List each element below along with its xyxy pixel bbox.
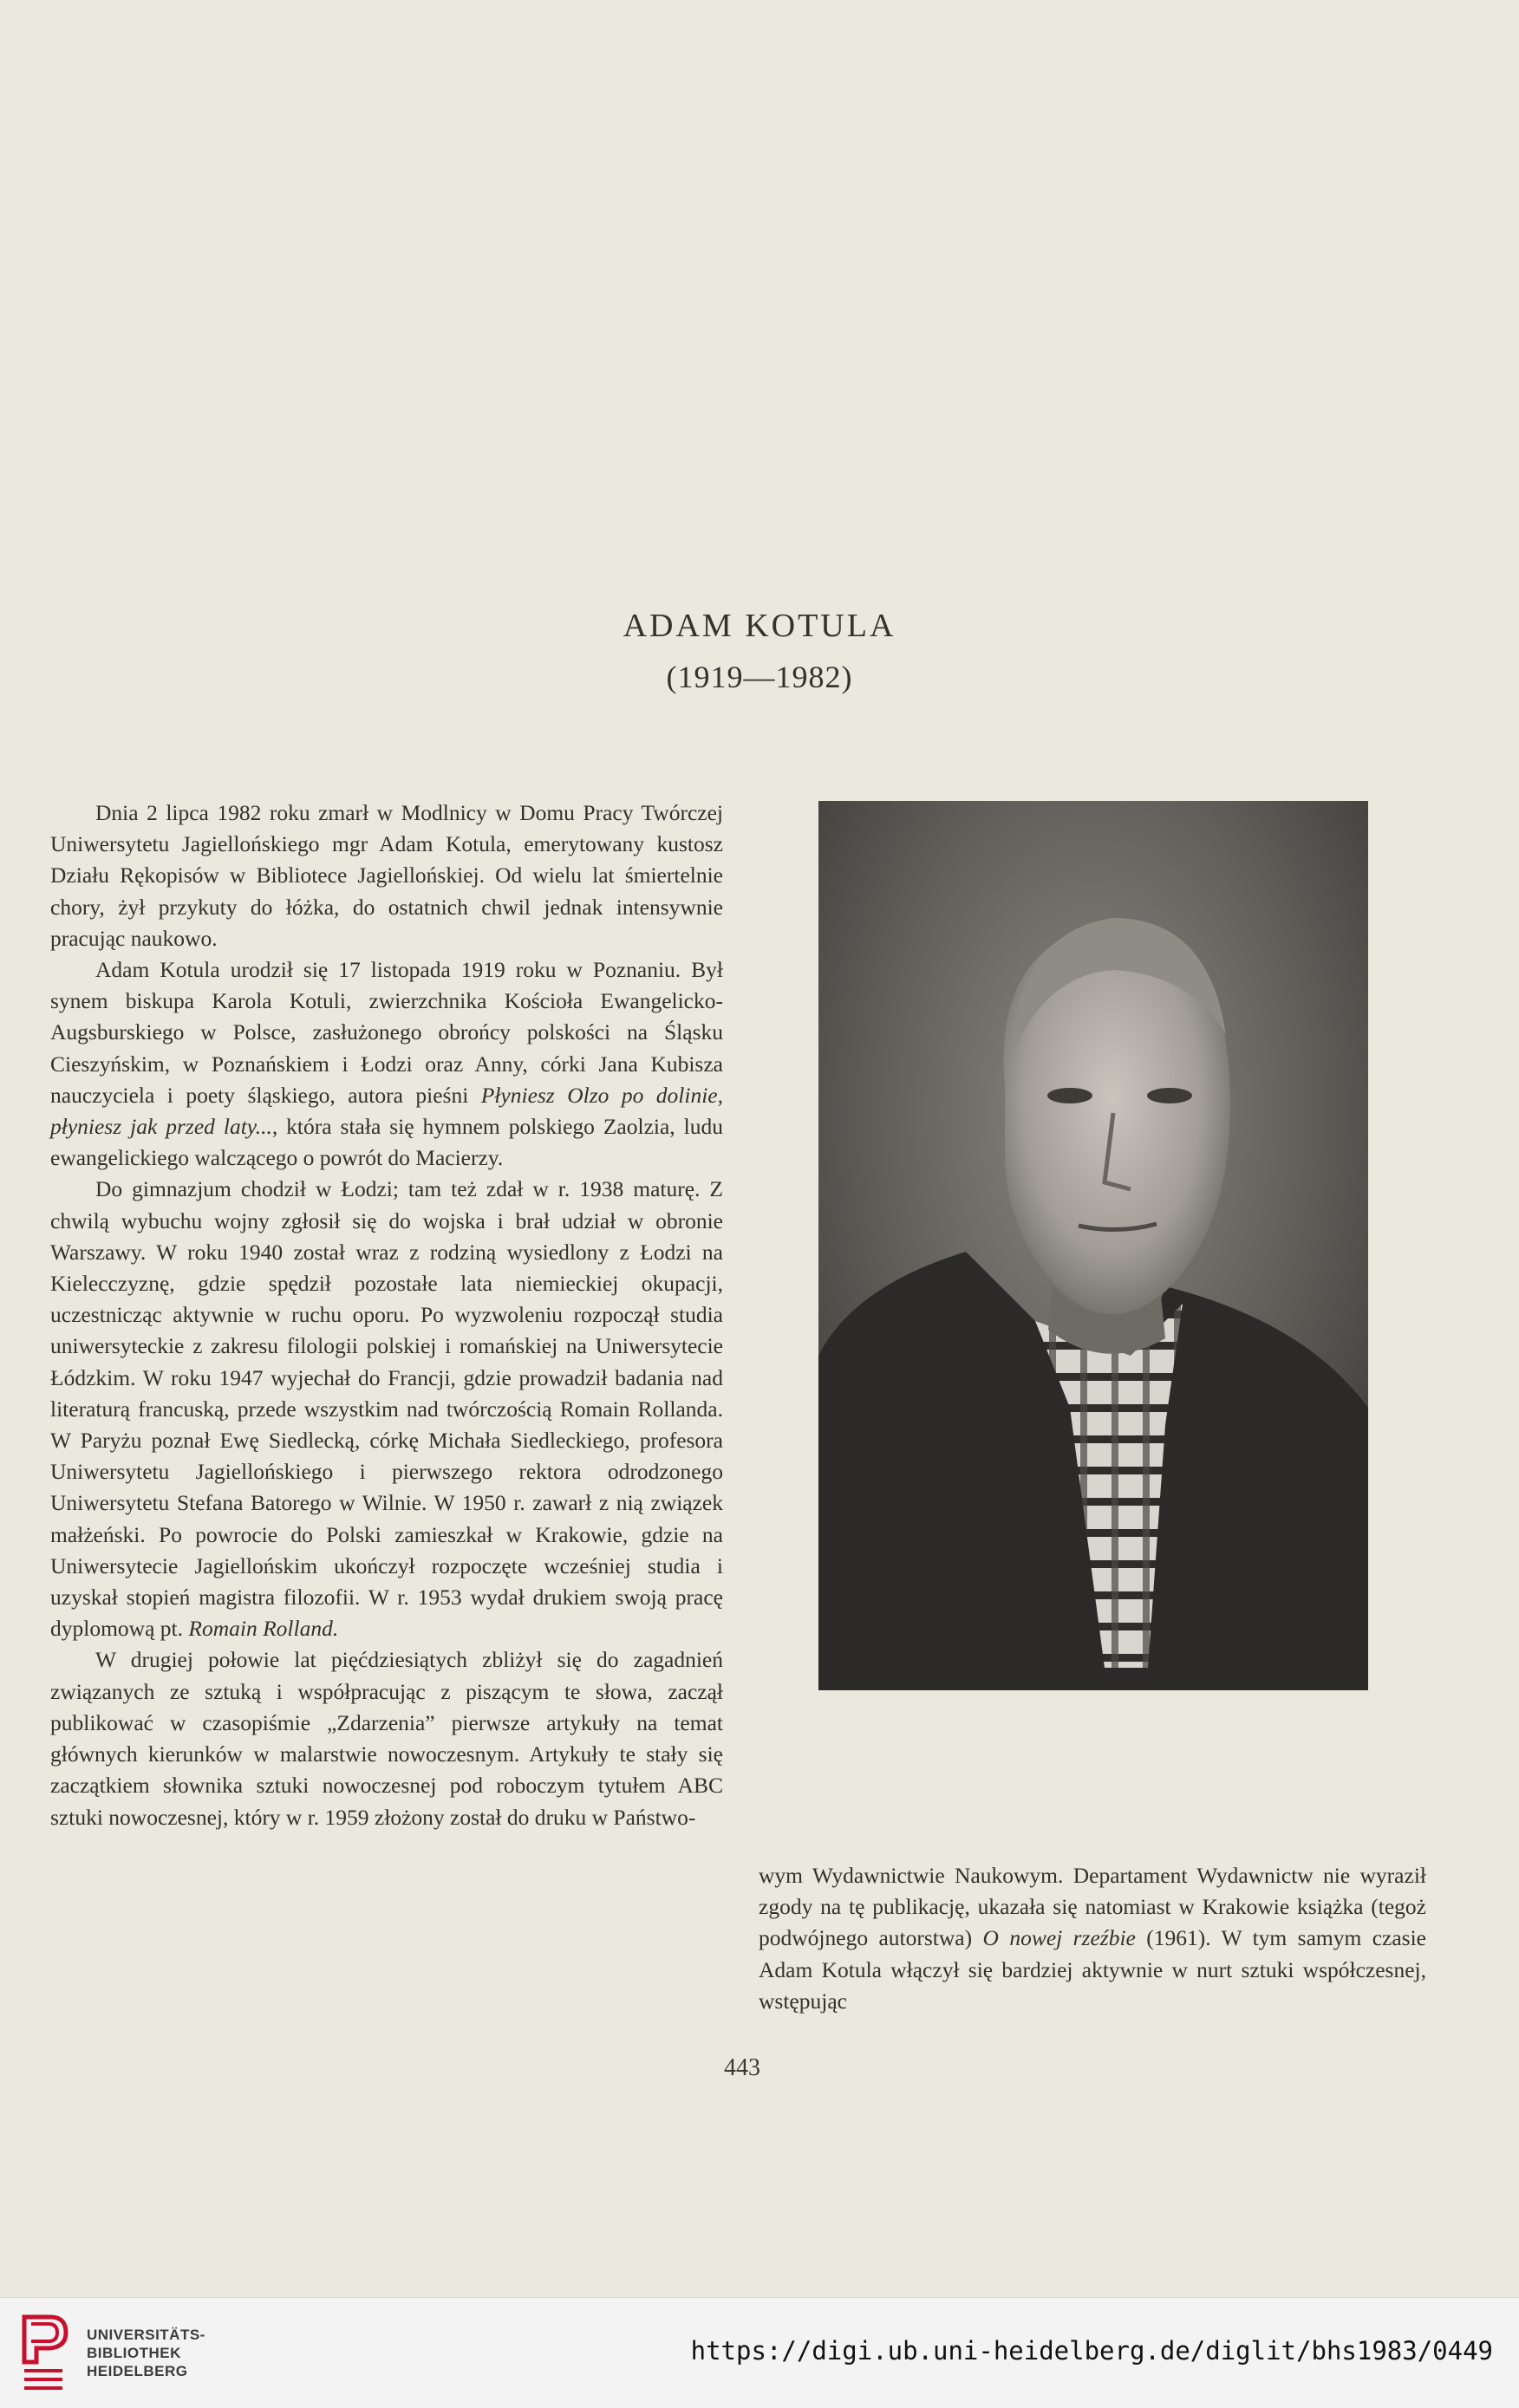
source-url-link[interactable]: https://digi.ub.uni-heidelberg.de/diglit/bhs1983/0449 <box>690 2336 1493 2366</box>
paragraph-1 <box>50 797 723 954</box>
book-title: O nowej rzeźbie <box>982 1925 1136 1951</box>
right-text-a: wym Wydawnictwie Naukowym. Departament Wydawnictw nie wyraził zgody na tę publikację, ukazała się natomiast w Krakowie książka (tegoż podwójnego autorstwa) <box>759 1863 1426 1951</box>
paragraph-4-text: W drugiej połowie lat pięćdziesiątych zbliżył się do zagadnień związanych ze sztuką i współpracując z piszącym te słowa, zaczął publikować w czasopiśmie „Zdarzenia” pierwsze artykuły na temat głównych kierunków w malarstwie nowoczesnym. Artykuły te stały się zaczątkiem słownika sztuki nowoczesnej pod roboczym tytułem ABC sztuki nowoczesnej, który w r. 1959 złożony został do druku w Państwo- <box>50 1647 723 1830</box>
portrait-illustration <box>818 801 1368 1690</box>
library-logo-text[interactable] <box>87 2326 205 2380</box>
logo-line-3: HEIDELBERG <box>87 2363 188 2379</box>
right-text-b: (1961). W tym samym czasie Adam Kotula włączył się bardziej aktywnie w nurt sztuki współczesnej, wstępując <box>759 1925 1426 2014</box>
article-years: (1919—1982) <box>666 660 853 694</box>
paragraph-2-text-b: , która stała się hymnem polskiego Zaolzia, ludu ewangelickiego walczącego o powrót do Macierzy. <box>50 1114 723 1171</box>
left-text-column <box>50 797 723 1833</box>
paragraph-1-text: Dnia 2 lipca 1982 roku zmarł w Modlnicy w Domu Pracy Twórczej Uniwersytetu Jagiellońskiego mgr Adam Kotula, emerytowany kustosz Działu Rękopisów w Bibliotece Jagiellońskiej. Od wielu lat śmiertelnie chory, żył przykuty do łóżka, do ostatnich chwil jednak intensywnie pracując naukowo. <box>50 800 723 951</box>
paragraph-2-text-a: Adam Kotula urodził się 17 listopada 1919 roku w Poznaniu. Był synem biskupa Karola Kotuli, zwierzchnika Kościoła Ewangelicko-Augsburskiego w Polsce, zasłużonego obrońcy polskości na Śląsku Cieszyńskim, w Poznańskiem i Łodzi oraz Anny, córki Jana Kubisza nauczyciela i poety śląskiego, autora pieśni <box>50 957 723 1108</box>
logo-line-1: UNIVERSITÄTS- <box>87 2327 205 2343</box>
article-title: ADAM KOTULA <box>623 608 896 644</box>
paragraph-3-text: Do gimnazjum chodził w Łodzi; tam też zdał w r. 1938 maturę. Z chwilą wybuchu wojny zgłosił się do wojska i brał udział w obronie Warszawy. W roku 1940 został wraz z rodziną wysiedlony z Łodzi na Kielecczyznę, gdzie spędził pozostałe lata niemieckiej okupacji, uczestnicząc aktywnie w ruchu oporu. Po wyzwoleniu rozpoczął studia uniwersyteckie z zakresu filologii polskiej i romańskiej na Uniwersytecie Łódzkim. W roku 1947 wyjechał do Francji, gdzie prowadził badania nad literaturą francuską, przede wszystkim nad twórczością Romain Rollanda. W Paryżu poznał Ewę Siedlecką, córkę Michała Siedleckiego, profesora Uniwersytetu Jagiellońskiego i pierwszego rektora odrodzonego Uniwersytetu Stefana Batorego w Wilnie. W 1950 r. zawarł z nią związek małżeński. Po powrocie do Polski zamieszkał w Krakowie, gdzie na Uniwersytecie Jagiellońskim ukończył rozpoczęte wcześniej studia i uzyskał stopień magistra filozofii. W r. 1953 wydał drukiem swoją pracę dyplomową pt. <box>50 1176 723 1642</box>
library-logo-icon[interactable] <box>16 2310 71 2393</box>
paragraph-2 <box>50 954 723 1174</box>
paragraph-4 <box>50 1644 723 1832</box>
right-text-column <box>759 1860 1426 2017</box>
page-number: 443 <box>724 2054 760 2081</box>
footer-bar <box>0 2297 1519 2408</box>
portrait-photo <box>818 801 1368 1690</box>
thesis-title: Romain Rolland. <box>188 1616 339 1642</box>
right-paragraph <box>759 1860 1426 2017</box>
paragraph-3 <box>50 1174 723 1644</box>
logo-line-2: BIBLIOTHEK <box>87 2345 181 2361</box>
song-title: Płyniesz Olzo po dolinie, płyniesz jak przed laty... <box>50 1082 723 1140</box>
